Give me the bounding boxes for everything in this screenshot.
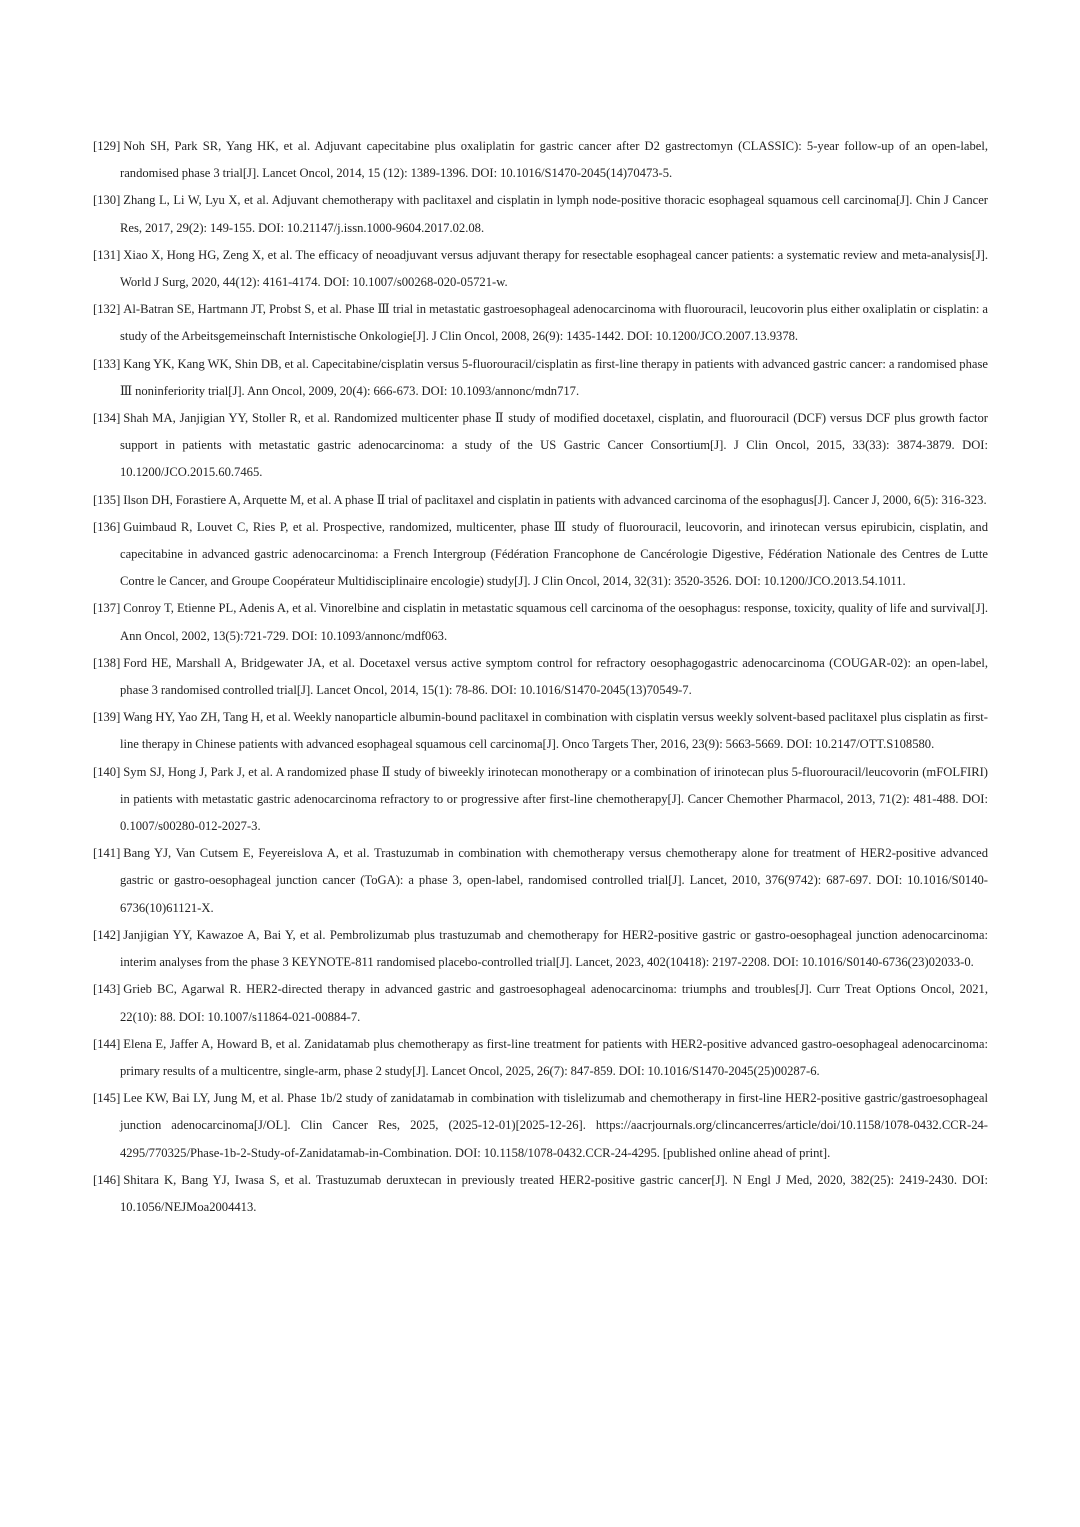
reference-item	[93, 133, 988, 187]
reference-text: Noh SH, Park SR, Yang HK, et al. Adjuvant capecitabine plus oxaliplatin for gastric cancer after D2 gastrectomyn (CLASSIC): 5-year follow-up of an open-label, randomised phase 3 trial[J]. Lancet Oncol, 2014, 15 (12): 1389-1396. DOI: 10.1016/S1470-2045(14)70473-5.	[120, 139, 988, 181]
reference-item	[93, 187, 988, 241]
reference-number: [129]	[93, 139, 121, 153]
reference-text: Wang HY, Yao ZH, Tang H, et al. Weekly nanoparticle albumin-bound paclitaxel in combination with cisplatin versus weekly solvent-based paclitaxel plus cisplatin as first-line therapy in Chinese patients with advanced esophageal squamous cell carcinoma[J]. Onco Targets Ther, 2016, 23(9): 5663-5669. DOI: 10.2147/OTT.S108580.	[120, 710, 988, 752]
reference-text: Zhang L, Li W, Lyu X, et al. Adjuvant chemotherapy with paclitaxel and cisplatin in lymph node-positive thoracic esophageal squamous cell carcinoma[J]. Chin J Cancer Res, 2017, 29(2): 149-155. DOI: 10.21147/j.issn.1000-9604.2017.02.08.	[120, 193, 988, 235]
reference-number: [134]	[93, 411, 121, 426]
reference-item	[93, 405, 988, 487]
reference-text: Grieb BC, Agarwal R. HER2-directed therapy in advanced gastric and gastroesophageal adenocarcinoma: triumphs and troubles[J]. Curr Treat Options Oncol, 2021, 22(10): 88. DOI: 10.1007/s11864-021-00884-7.	[120, 982, 988, 1024]
reference-item	[93, 351, 988, 405]
reference-text: Al-Batran SE, Hartmann JT, Probst S, et al. Phase Ⅲ trial in metastatic gastroesophageal adenocarcinoma with fluorouracil, leucovorin plus either oxaliplatin or cisplatin: a study of the Arbeitsgemeinschaft Internistische Onkologie[J]. J Clin Oncol, 2008, 26(9): 1435-1442. DOI: 10.1200/JCO.2007.13.9378.	[120, 302, 988, 344]
reference-item	[93, 514, 988, 596]
reference-number: [137]	[93, 601, 121, 616]
reference-item	[93, 595, 988, 649]
reference-text: Xiao X, Hong HG, Zeng X, et al. The efficacy of neoadjuvant versus adjuvant therapy for resectable esophageal cancer patients: a systematic review and meta-analysis[J]. World J Surg, 2020, 44(12): 4161-4174. DOI: 10.1007/s00268-020-05721-w.	[120, 247, 988, 290]
reference-item	[93, 704, 988, 758]
reference-text: Janjigian YY, Kawazoe A, Bai Y, et al. Pembrolizumab plus trastuzumab and chemotherapy for HER2-positive gastric or gastro-oesophageal junction adenocarcinoma: interim analyses from the phase 3 KEYNOTE-811 randomised placebo-controlled trial[J]. Lancet, 2023, 402(10418): 2197-2208. DOI: 10.1016/S0140-6736(23)02033-0.	[120, 927, 988, 970]
reference-text: Sym SJ, Hong J, Park J, et al. A randomized phase Ⅱ study of biweekly irinotecan monotherapy or a combination of irinotecan plus 5-fluorouracil/leucovorin (mFOLFIRI) in patients with metastatic gastric adenocarcinoma refractory to or progressive after first-line chemotherapy[J]. Cancer Chemother Pharmacol, 2013, 71(2): 481-488. DOI: 0.1007/s00280-012-2027-3.	[120, 764, 988, 834]
reference-number: [136]	[93, 519, 121, 534]
reference-number: [141]	[93, 846, 121, 861]
reference-number: [135]	[93, 492, 121, 507]
reference-list	[93, 133, 988, 1221]
reference-item	[93, 1167, 988, 1221]
reference-item	[93, 487, 988, 514]
reference-number: [132]	[93, 302, 121, 317]
reference-number: [143]	[93, 982, 121, 997]
reference-number: [131]	[93, 247, 121, 262]
reference-item	[93, 976, 988, 1030]
reference-text: Kang YK, Kang WK, Shin DB, et al. Capecitabine/cisplatin versus 5-fluorouracil/cisplatin as first-line therapy in patients with advanced gastric cancer: a randomised phase Ⅲ noninferiority trial[J]. Ann Oncol, 2009, 20(4): 666-673. DOI: 10.1093/annonc/mdn717.	[120, 356, 988, 398]
reference-number: [142]	[93, 927, 121, 942]
reference-item	[93, 1085, 988, 1167]
reference-text: Ilson DH, Forastiere A, Arquette M, et al. A phase Ⅱ trial of paclitaxel and cisplatin in patients with advanced carcinoma of the esophagus[J]. Cancer J, 2000, 6(5): 316-323.	[123, 492, 987, 507]
reference-number: [140]	[93, 764, 121, 779]
reference-number: [146]	[93, 1172, 121, 1187]
reference-number: [144]	[93, 1036, 121, 1051]
reference-number: [145]	[93, 1091, 121, 1106]
reference-text: Lee KW, Bai LY, Jung M, et al. Phase 1b/2 study of zanidatamab in combination with tislelizumab and chemotherapy in first-line HER2-positive gastric/gastroesophageal junction adenocarcinoma[J/OL]. Clin Cancer Res, 2025, (2025-12-01)[2025-12-26]. https://aacrjournals.org/clincancerres/article/doi/10.1158/1078-0432.CCR-24-4295/770325/Phase-1b-2-Study-of-Zanidatamab-in-Combination. DOI: 10.1158/1078-0432.CCR-24-4295. [published online ahead of print].	[120, 1091, 988, 1160]
reference-number: [139]	[93, 710, 121, 725]
reference-number: [133]	[93, 356, 121, 371]
reference-text: Ford HE, Marshall A, Bridgewater JA, et al. Docetaxel versus active symptom control for refractory oesophagogastric adenocarcinoma (COUGAR-02): an open-label, phase 3 randomised controlled trial[J]. Lancet Oncol, 2014, 15(1): 78-86. DOI: 10.1016/S1470-2045(13)70549-7.	[120, 655, 988, 698]
reference-text: Guimbaud R, Louvet C, Ries P, et al. Prospective, randomized, multicenter, phase Ⅲ study of fluorouracil, leucovorin, and irinotecan versus epirubicin, cisplatin, and capecitabine in advanced gastric adenocarcinoma: a French Intergroup (Fédération Francophone de Cancérologie Digestive, Fédération Nationale des Centres de Lutte Contre le Cancer, and Groupe Coopérateur Multidisciplinaire encologie) study[J]. J Clin Oncol, 2014, 32(31): 3520-3526. DOI: 10.1200/JCO.2013.54.1011.	[120, 519, 988, 589]
reference-text: Bang YJ, Van Cutsem E, Feyereislova A, et al. Trastuzumab in combination with chemotherapy versus chemotherapy alone for treatment of HER2-positive advanced gastric or gastro-oesophageal junction cancer (ToGA): a phase 3, open-label, randomised controlled trial[J]. Lancet, 2010, 376(9742): 687-697. DOI: 10.1016/S0140-6736(10)61121-X.	[120, 846, 988, 915]
reference-text: Shitara K, Bang YJ, Iwasa S, et al. Trastuzumab deruxtecan in previously treated HER2-positive gastric cancer[J]. N Engl J Med, 2020, 382(25): 2419-2430. DOI: 10.1056/NEJMoa2004413.	[120, 1172, 988, 1214]
reference-item	[93, 1031, 988, 1085]
reference-text: Shah MA, Janjigian YY, Stoller R, et al. Randomized multicenter phase Ⅱ study of modified docetaxel, cisplatin, and fluorouracil (DCF) versus DCF plus growth factor support in patients with metastatic gastric adenocarcinoma: a study of the US Gastric Cancer Consortium[J]. J Clin Oncol, 2015, 33(33): 3874-3879. DOI: 10.1200/JCO.2015.60.7465.	[120, 411, 988, 480]
reference-item	[93, 296, 988, 350]
reference-text: Conroy T, Etienne PL, Adenis A, et al. Vinorelbine and cisplatin in metastatic squamous cell carcinoma of the oesophagus: response, toxicity, quality of life and survival[J]. Ann Oncol, 2002, 13(5):721-729. DOI: 10.1093/annonc/mdf063.	[120, 601, 988, 643]
reference-item	[93, 242, 988, 296]
reference-number: [130]	[93, 193, 121, 208]
reference-text: Elena E, Jaffer A, Howard B, et al. Zanidatamab plus chemotherapy as first-line treatment for patients with HER2-positive advanced gastro-oesophageal adenocarcinoma: primary results of a multicentre, single-arm, phase 2 study[J]. Lancet Oncol, 2025, 26(7): 847-859. DOI: 10.1016/S1470-2045(25)00287-6.	[120, 1036, 988, 1078]
reference-item	[93, 650, 988, 704]
reference-item	[93, 759, 988, 841]
reference-item	[93, 922, 988, 976]
reference-number: [138]	[93, 655, 121, 670]
reference-item	[93, 840, 988, 922]
